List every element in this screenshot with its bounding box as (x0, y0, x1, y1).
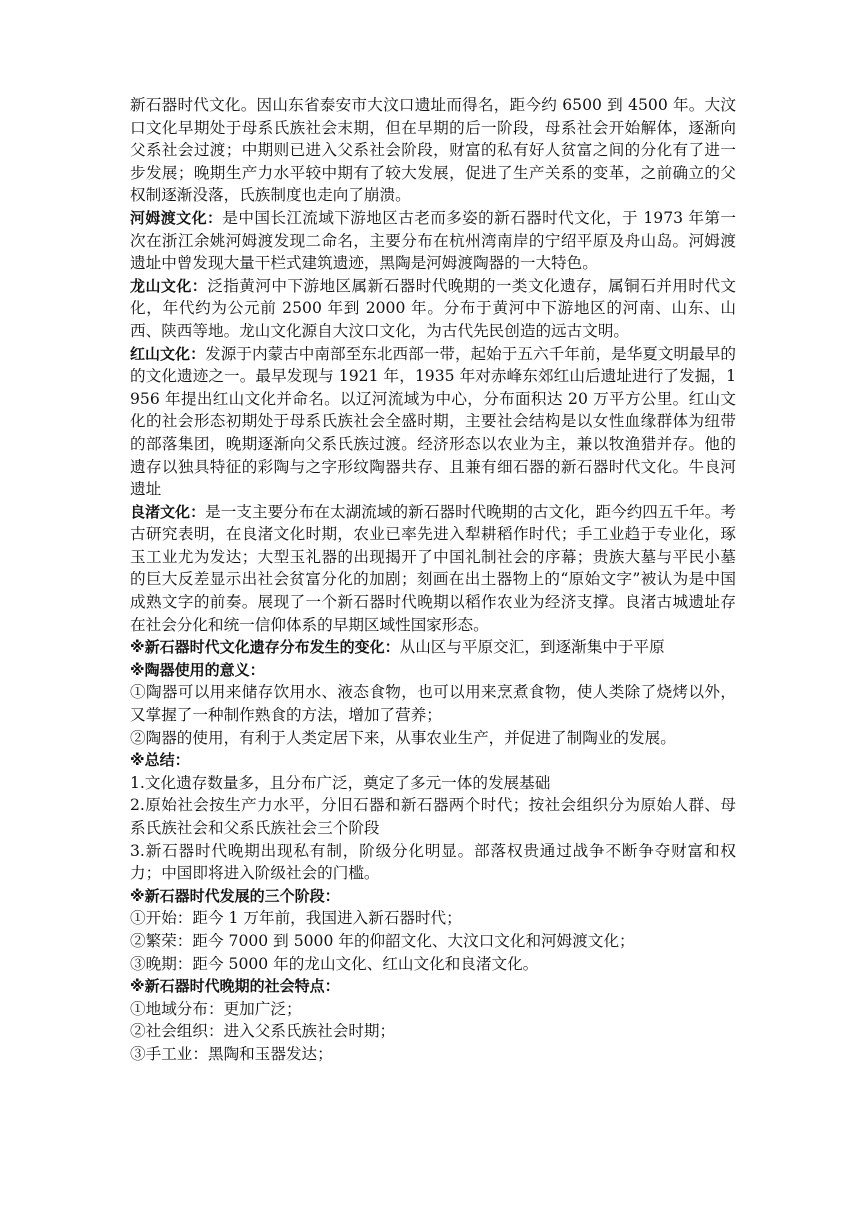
culture-term: 龙山文化： (130, 276, 208, 295)
list-item: 1.文化遗存数量多，且分布广泛，奠定了多元一体的发展基础 (130, 773, 551, 792)
change-heading: ※新石器时代文化遗存分布发生的变化： (130, 638, 400, 657)
list-item: ②繁荣：距今 7000 到 5000 年的仰韶文化、大汶口文化和河姆渡文化； (130, 931, 635, 950)
culture-hemudu (130, 207, 736, 275)
summary-heading: ※总结： (130, 751, 190, 770)
stages-heading: ※新石器时代发展的三个阶段： (130, 886, 340, 905)
list-item: ①开始：距今 1 万年前，我国进入新石器时代； (130, 909, 462, 928)
pottery-heading: ※陶器使用的意义： (130, 660, 265, 679)
culture-hongshan (130, 343, 736, 501)
intro-paragraph: 新石器时代文化。因山东省泰安市大汶口遗址而得名，距今约 6500 到 4500 年。大汶口文化早期处于母系氏族社会末期，但在早期的后一阶段，母系社会开始解体，逐渐向父系社会过渡；中期则已进入父系社会阶段，财富的私有好人贫富之间的分化有了进一步发展；晚期生产力水平较中期有了较大发展，促进了生产关系的变革，之前确立的父权制逐渐没落，氏族制度也走向了崩溃。 (130, 96, 736, 205)
change-body: 从山区与平原交汇，到逐渐集中于平原 (399, 638, 665, 657)
culture-body: 是中国长江流域下游地区古老而多姿的新石器时代文化，于 1973 年第一次在浙江余姚河姆渡发现二命名，主要分布在杭州湾南岸的宁绍平原及舟山岛。河姆渡遗址中曾发现大量干栏式建筑遗迹，黑陶是河姆渡陶器的一大特色。 (130, 208, 736, 273)
culture-term: 良渚文化： (130, 502, 206, 521)
culture-body: 泛指黄河中下游地区属新石器时代晚期的一类文化遗存，属铜石并用时代文化，年代约为公元前 2500 年到 2000 年。分布于黄河中下游地区的河南、山东、山西、陕西等地。龙山文化源自大汶口文化，为古代先民创造的远古文明。 (130, 276, 736, 340)
culture-body: 是一支主要分布在太湖流域的新石器时代晚期的古文化，距今约四五千年。考古研究表明，在良渚文化时期，农业已率先进入犁耕稻作时代；手工业趋于专业化，琢玉工业尤为发达；大型玉礼器的出现揭开了中国礼制社会的序幕；贵族大墓与平民小墓的巨大反差显示出社会贫富分化的加剧；刻画在出土器物上的“原始文字”被认为是中国成熟文字的前奏。展现了一个新石器时代晚期以稻作农业为经济支撑。良渚古城遗址存在社会分化和统一信仰体系的早期区域性国家形态。 (130, 502, 736, 634)
culture-term: 河姆渡文化： (130, 208, 223, 227)
list-item: 3.新石器时代晚期出现私有制，阶级分化明显。部落权贵通过战争不断争夺财富和权力；中国即将进入阶级社会的门槛。 (130, 841, 736, 883)
culture-body: 发源于内蒙古中南部至东北西部一带，起始于五六千年前，是华夏文明最早的的文化遗迹之一。最早发现与 1921 年，1935 年对赤峰东郊红山后遗址进行了发掘，1956 年提出红山文化并命名。以辽河流域为中心，分布面积达 20 万平方公里。红山文化的社会形态初期处于母系氏族社会全盛时期，主要社会结构是以女性血缘群体为纽带的部落集团，晚期逐渐向父系氏族过渡。经济形态以农业为主，兼以牧渔猎并存。他的遗存以独具特征的彩陶与之字形纹陶器共存、且兼有细石器的新石器时代文化。牛良河遗址 (130, 344, 736, 499)
culture-term: 红山文化： (130, 344, 206, 363)
list-item: ③晚期：距今 5000 年的龙山文化、红山文化和良渚文化。 (130, 954, 539, 973)
list-item: 2.原始社会按生产力水平，分旧石器和新石器两个时代；按社会组织分为原始人群、母系氏族社会和父系氏族社会三个阶段 (130, 796, 736, 837)
list-item: ①地域分布：更加广泛； (130, 999, 302, 1018)
list-item: ②陶器的使用，有利于人类定居下来，从事农业生产，并促进了制陶业的发展。 (130, 728, 676, 747)
distribution-change (130, 636, 736, 659)
late-features-heading: ※新石器时代晚期的社会特点： (130, 977, 340, 996)
culture-longshan (130, 275, 736, 343)
list-item: ②社会组织：进入父系氏族社会时期； (130, 1022, 396, 1041)
list-item: ①陶器可以用来储存饮用水、液态食物，也可以用来烹煮食物，使人类除了烧烤以外，又掌握了一种制作熟食的方法，增加了营养； (130, 683, 736, 725)
list-item: ③手工业：黑陶和玉器发达； (130, 1044, 333, 1063)
culture-liangzhu (130, 501, 736, 637)
